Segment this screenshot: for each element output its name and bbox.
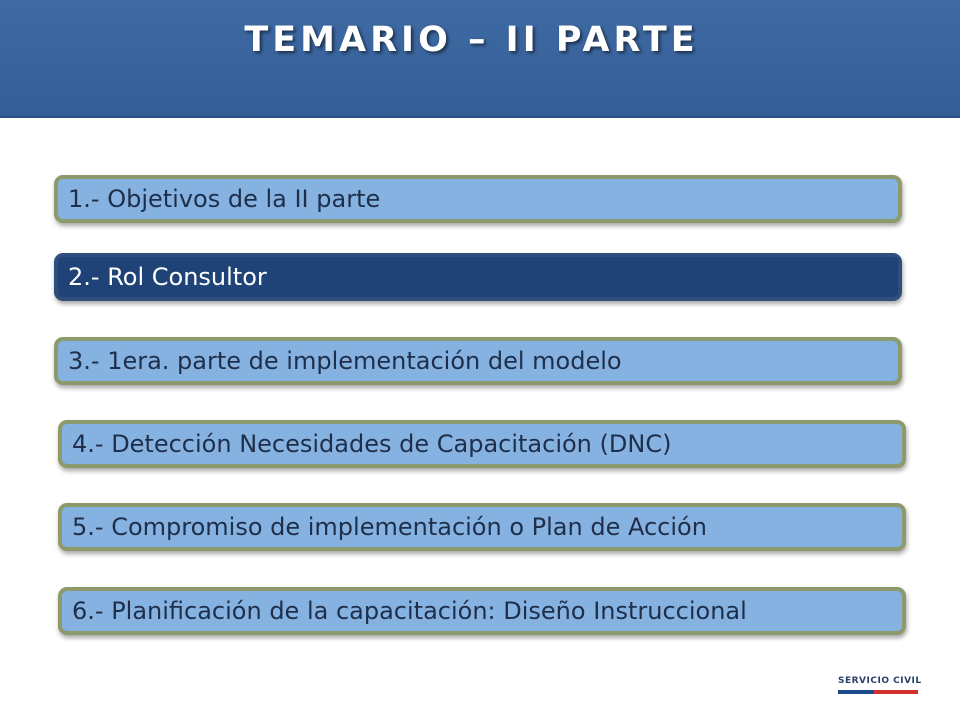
agenda-item-label: 1.- Objetivos de la II parte [58,179,898,219]
agenda-item-5[interactable] [58,503,906,551]
servicio-civil-logo [838,676,920,696]
agenda-item-label: 2.- Rol Consultor [58,257,898,297]
agenda-item-1[interactable] [54,175,902,223]
agenda-item-label: 6.- Planificación de la capacitación: Diseño Instruccional [62,591,902,631]
agenda-item-label: 3.- 1era. parte de implementación del modelo [58,341,898,381]
logo-bar-red [874,690,918,694]
agenda-item-3[interactable] [54,337,902,385]
agenda-item-label: 5.- Compromiso de implementación o Plan de Acción [62,507,902,547]
agenda-item-6[interactable] [58,587,906,635]
header-banner [0,0,960,118]
agenda-item-4[interactable] [58,420,906,468]
slide-title: TEMARIO – II PARTE [244,20,699,60]
logo-text: SERVICIO CIVIL [838,676,922,686]
agenda-item-label: 4.- Detección Necesidades de Capacitación (DNC) [62,424,902,464]
agenda-item-2[interactable] [54,253,902,301]
logo-flag-bar [838,690,918,694]
logo-bar-blue [838,690,874,694]
